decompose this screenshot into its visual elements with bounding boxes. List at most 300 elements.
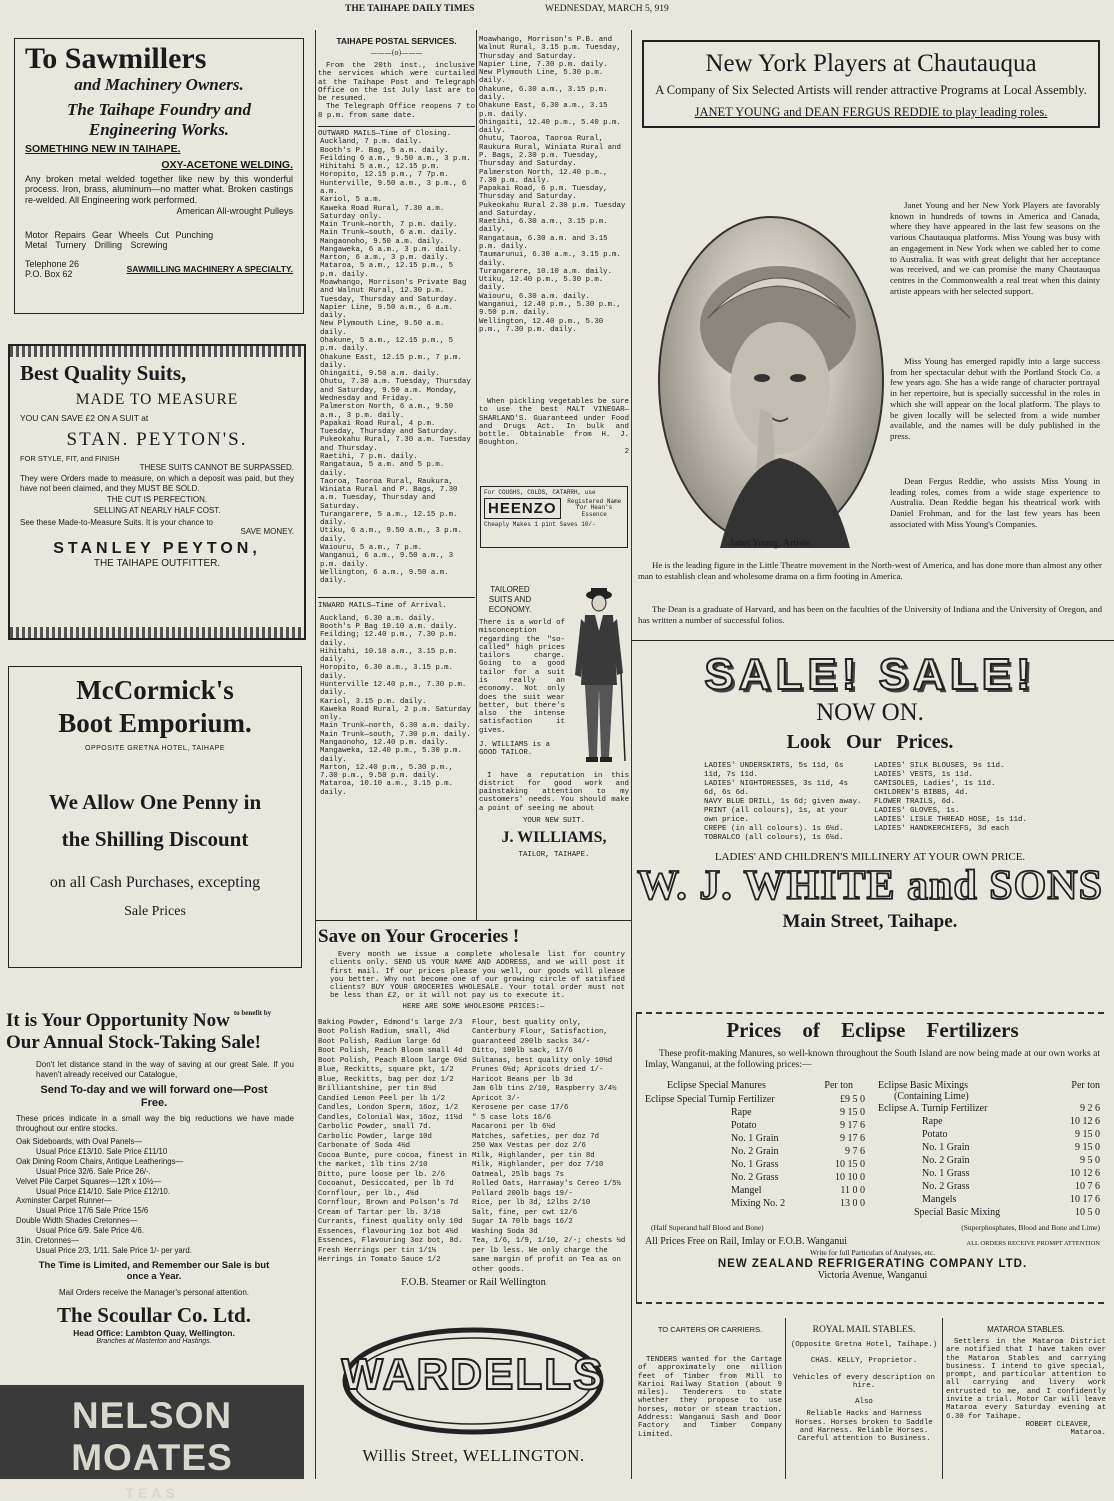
mail-entry: Hunterville, 9.50 a.m., 3 p.m., 6 a.m. [320,179,467,196]
inward-mails-heading: INWARD MAILS—Time of Arrival. [318,602,447,611]
scoullar-item: Oak Dining Room Chairs, Antique Leatherings— [16,1156,184,1166]
masthead [0,0,1114,20]
suits-bottom-border [10,627,304,638]
fertilizer-row: Mangel 11 0 0 [731,1184,865,1196]
sale-entry: LADIES' GLOVES, 1s. [874,807,960,815]
sale-entry: LADIES' NIGHTDRESSES, 3s 11d, 4s 6d, 6s 6d. [704,780,849,797]
royal-rest: Reliable Hacks and Harness Horses. Horses broken to Saddle and Harness. Reliable Horses. Careful attention to Business. [795,1410,933,1444]
royal-vehicles: Vehicles of every description on hire. [793,1373,935,1390]
foundry-po-box: P.O. Box 62 [25,268,73,279]
sale-entry: FLOWER TRAILS, 6d. [874,798,956,806]
price-entry: Boot Polish Radium, small, 4½d [318,1028,450,1037]
eclipse-note-left: (Half Superand half Blood and Bone) [651,1222,764,1232]
chautauqua-header-box [642,40,1100,128]
price-entry: Flour, best quality only, [472,1018,582,1027]
heenzo-registered: Registered Name for Hean's Essence [567,497,622,518]
groceries-fob: F.O.B. Steamer or Rail Wellington [401,1277,546,1289]
scoullar-item: Usual Price 32/6. Sale Price 26/-. [36,1166,151,1176]
fertilizer-row: Eclipse A. Turnip Fertilizer 9 2 6 [878,1102,1100,1114]
groceries-right-list [472,1019,627,1275]
chautauqua-article [634,30,1106,630]
price-entry: Blue, Reckitts, square pkt, 1/2 [318,1066,454,1075]
outward-mails-heading: OUTWARD MAILS—Time of Closing. [318,129,452,138]
scoullar-item: Usual Price £13/10. Sale Price £11/10 [36,1146,168,1156]
suits-orders: They were Orders made to measure, on which a deposit was paid, but they have not been claimed, and they MUST BE SOLD. [20,474,294,493]
mail-entry: Mangaweka, 6 a.m., 3 p.m. daily. [320,245,462,254]
chautauqua-subtitle: A Company of Six Selected Artists will render attractive Programs at Local Assembly. [655,83,1087,97]
scoullar-send: Send To-day and we will forward one—Post Free. [40,1084,268,1109]
mail-entry: Auckland, 7 p.m. daily. [320,138,423,147]
price-entry: Boot Polish, Peach Bloom small 4d [318,1047,463,1056]
price-entry: Tea, 1/6, 1/9, 1/10, 2/-; chests ½d per lb less. We only charge the same margin of profit on Tea as on other goods. [472,1237,626,1274]
mail-entry: Raetihi, 7 p.m. daily. [320,452,418,461]
price-entry: Baking Powder, Edmond's large 2/3 [318,1018,463,1027]
mail-entry: Main Trunk—north, 7 p.m. daily. [320,221,458,230]
wardells-address: Willis Street, WELLINGTON. [362,1446,585,1465]
mail-entry: Feilding 6 a.m., 9.50 a.m., 3 p.m. [320,154,471,163]
mail-entry: Taoroa, Taoroa Rural, Raukura, Winiata Rural and P. Bags, 7.30 a.m. Tuesday, Thursday and Saturday. [320,477,458,511]
portrait-caption: Janet Young, Artiste. [729,538,813,549]
fertilizer-row: Rape 9 15 0 [731,1106,865,1118]
chautauqua-p2: Miss Young has emerged rapidly into a large success from her spectacular debut with the Portland Stock Co. a few years ago. She has a wide range of character portrayal in her repertoire, but is specially successful in the roles in which she will appear on the local platform. The plays to be given locally will be selected from a wide number available, and the names will be duly published in the press. [890,356,1100,442]
nelson-moates-teas: TEAS [125,1485,179,1501]
suits-cannot: THESE SUITS CANNOT BE SURPASSED. [139,463,294,472]
mail-entry: Horopito, 12.15 p.m., 7 7p.m. [320,171,449,180]
royal-heading: ROYAL MAIL STABLES. [812,1325,916,1335]
price-entry: Jam 6lb tins 2/10, Raspberry 3/4½ [472,1085,617,1094]
column-rule [785,1318,786,1479]
mail-entry: Taumarunui, 6.30 a.m., 3.15 p.m. daily. [479,251,621,268]
price-entry: Cornflour, Brown and Polson's 7d [318,1199,459,1208]
scoullar-item: Usual Price £14/10. Sale Price £12/10. [36,1186,170,1196]
sale-now-on: NOW ON. [816,699,924,726]
price-entry: Ditto, pure loose per lb. 2/6 [318,1170,445,1179]
price-entry: Currants, finest quality only 10d [318,1218,463,1227]
fertilizer-row: No. 1 Grain 9 15 0 [922,1141,1100,1153]
mataroa-advert [946,1322,1106,1479]
mail-entry: Marton, 12.40 p.m., 5.30 p.m., 7.30 p.m., 9.50 p.m. daily. [320,763,454,781]
fertilizer-row: No. 1 Grass 10 12 6 [922,1167,1100,1179]
suits-cut: THE CUT IS PERFECTION. [106,495,208,505]
eclipse-intro: These profit-making Manures, so well-known throughout the South Island are now being made at our own works at Imlay, Wanganui, at the following prices:— [645,1049,1100,1071]
mail-entry: Ohutu, 7.30 a.m. Tuesday, Thursday and Saturday, 9.50 a.m. Monday, Wednesday and Friday. [320,378,471,403]
sale-entry: LADIES' LISLE THREAD HOSE, 1s 11d. [874,816,1028,824]
eclipse-company: NEW ZEALAND REFRIGERATING COMPANY LTD. [717,1257,1028,1270]
mail-entry: Ohakune, 6.30 a.m., 3.15 p.m. daily. [479,85,608,102]
mail-entry: Rangataua, 6.30 a.m. and 3.15 p.m. daily. [479,234,608,252]
groceries-left-list [318,1019,468,1275]
scoullar-item: 31in. Cretonnes— [16,1236,79,1246]
mail-entry: Booth's P. Bag, 5 a.m. daily. [320,146,449,155]
scoullar-these: These prices indicate in a small way the big reductions we have made throughout our entire stocks. [16,1114,294,1134]
mail-entry: Pukeokahu Rural, 7.30 a.m. Tuesday and Thursday. [320,436,471,453]
price-entry: Canterbury Flour, Satisfaction, guaranteed 200lb sacks 34/- [472,1028,608,1046]
column-rule [315,30,316,1479]
williams-address: TAILOR, TAIHAPE. [518,851,590,860]
mail-entry: Wanganui, 6 a.m., 9.50 a.m., 3 p.m. daily. [320,552,454,569]
royal-also: Also [855,1398,873,1407]
foundry-something-new: SOMETHING NEW IN TAIHAPE. [25,142,181,155]
price-entry: Sultanas, best quality only 10½d [472,1056,613,1065]
postal-telegraph: The Telegraph Office reopens 7 to 8 p.m. from same date. [318,103,475,120]
mail-entry: Hihitahi 5 a.m., 12.15 p.m. [320,163,440,172]
foundry-welding: OXY-ACETONE WELDING. [161,158,293,171]
newspaper-title: THE TAIHAPE DAILY TIMES [345,4,475,14]
mail-entry: Raetihi, 6.30 a.m., 3.15 p.m. daily. [479,218,608,235]
mail-entry: Pukeokahu Rural 2.30 p.m. Tuesday and Saturday. [479,201,626,218]
scoullar-title-1: It is Your Opportunity Now [6,1010,230,1031]
price-entry: Macaroni per lb 6½d [472,1123,556,1132]
mail-entry: Palmerston North, 6 a.m., 9.50 a.m., 3 p.m. daily. [320,403,454,420]
scoullar-item: Axminster Carpet Runner— [16,1196,112,1206]
mccormick-title: McCormick's [76,675,234,705]
sale-entry: LADIES' UNDERSKIRTS, 5s 11d, 6s 11d, 7s 11d. [704,762,844,779]
eclipse-special-table [645,1080,865,1219]
section-rule [632,640,1114,641]
column-rule [631,30,632,1479]
mataroa-place: Mataroa. [1070,1429,1106,1438]
mail-entry: Horopito, 6.30 a.m., 3.15 p.m. daily. [320,664,454,681]
postal-title: TAIHAPE POSTAL SERVICES. [336,36,457,46]
nelson-moates-name: NELSON MOATES [71,1395,233,1478]
royal-mail-advert [789,1322,939,1479]
scoullar-item: Velvet Pile Carpet Squares—12ft x 10½— [16,1176,162,1186]
mail-entry: Moawhango, Morrison's P.B. and Walnut Rural, 3.15 p.m. Tuesday, Thursday and Saturday. [479,36,621,61]
mail-entry: Ohakune East, 6.30 a.m., 3.15 p.m. daily. [479,102,608,119]
price-entry: Sugar IA 70lb bags 16/2 [472,1218,573,1227]
nelson-moates-advert [0,1385,304,1501]
foundry-body: Any broken metal welded together like new by this wonderful process. Iron, brass, aluminum—no matter what. Broken castings re-welded. All Engineering work performed. [25,173,293,206]
sale-list-left [704,762,864,843]
groceries-title: Save on Your Groceries ! [318,926,520,947]
scoullar-item: Usual Price 17/6 Sale Price 15/6 [36,1206,149,1216]
suits-made-to-measure: MADE TO MEASURE [75,391,239,408]
eclipse-free-on-rail: All Prices Free on Rail, Imlay or F.O.B. Wanganui [645,1235,848,1247]
scoullar-item: Usual Price 6/9. Sale Price 4/6. [36,1226,144,1236]
foundry-services-row2: Metal Turnery Drilling Screwing [25,239,168,250]
williams-body: There is a world of misconception regarding the "so-called" high prices tailors charge. Going to a good tailor for a suit is really an economy. Not only does the suit wear better, but there's also the intense satisfaction it gives. [479,619,565,735]
sale-entry: TOBRALCO (all colours), 1s 6½d. [704,834,844,842]
price-entry: " 5 case lots 16/6 [472,1113,551,1122]
mail-entry: Kariol, 3.15 p.m. daily. [320,697,427,706]
sale-entry: LADIES' SILK BLOUSES, 9s 11d. [874,762,1005,770]
mccormick-address: OPPOSITE GRETNA HOTEL, TAIHAPE [85,745,225,752]
chautauqua-p4: He is the leading figure in the Little Theatre movement in the North-west of America, and has done more than almost any other man to establish clean and wholesome drama on a firm footing in America. [638,560,1102,581]
fertilizer-row: No. 2 Grass 10 10 0 [731,1171,865,1183]
price-entry: Matches, safeties, per doz 7d [472,1132,599,1141]
mail-entry: Kariol, 5 a.m. [320,196,383,205]
scoullar-item: Oak Sideboards, with Oval Panels— [16,1136,143,1146]
price-entry: Haricot Beans per lb 3d [472,1075,573,1084]
scoullar-items [16,1137,294,1257]
pickling-notice [479,398,629,464]
price-entry: Rolled Oats, Harraway's Cereo 1/5½ [472,1180,621,1189]
chautauqua-title: New York Players at Chautauqua [705,50,1037,77]
scoullar-title-2: Our Annual Stock-Taking Sale! [6,1032,262,1053]
mail-entry: Turangarere, 10.10 a.m. daily. [479,267,613,276]
section-rule [316,920,631,921]
williams-reputation: I have a reputation in this district for good work and painstaking attention to my customers' needs. You should make a point of seeing me about [479,771,629,813]
price-entry: Prunes 6½d; Apricots dried 1/- [472,1066,604,1075]
sale-list-right [874,762,1044,843]
price-entry: Blue, Reckitts, bag per doz 1/2 [318,1075,454,1084]
postal-services: TAIHAPE POSTAL SERVICES. ———(o)——— From the 20th inst., inclusive the services which were curtailed at the Taihape Post and Telegraph Office on the 1st July last are to be resumed. The Telegraph Office reopens 7 to 8 p.m. from same date. OUTWARD MAILS—Time of Closing. Auckland, 7 p.m. daily. Booth's P. Bag, 5 a.m. daily. Feilding 6 a.m., 9.50 a.m., 3 p.m. Hihitahi 5 a.m., 12.15 p.m. Horopito, 12.15 p.m., 7 7p.m. Hunterville, 9.50 a.m., 3 p.m., 6 a.m. Kariol, 5 a.m. Kaweka Road Rural, 7.30 a.m. Saturday only. Main Trunk—north, 7 p.m. daily. Main Trunk—south, 6 a.m. daily. Mangaonoho, 9.50 a.m. daily. Mangaweka, 6 a.m., 3 p.m. daily. Marton, 6 a.m., 3 p.m. daily. Mataroa, 5 a.m., 12.15 p.m., 5 p.m. daily. Moawhango, Morrison's Private Bag and Walnut Rural, 12.30 p.m. Tuesday, Thursday and Saturday. Napier Line, 9.50 a.m., 6 a.m. daily. New Plymouth Line, 9.50 a.m. daily. Ohakune, 5 a.m., 12.15 p.m., 5 p.m. daily. Ohakune East, 12.15 p.m., 7 p.m. daily. Ohingaiti, 9.50 a.m. daily. Ohutu, 7.30 a.m. Tuesday, Thursday and Saturday, 9.50 a.m. Monday, Wednesday and Friday. Palmerston North, 6 a.m., 9.50 a.m., 3 p.m. daily. Papakai Road Rural, 4 p.m. Tuesday, Thursday and Saturday. Pukeokahu Rural, 7.30 a.m. Tuesday and Thursday. Raetihi, 7 p.m. daily. Rangataua, 5 a.m. and 5 p.m. daily. Taoroa, Taoroa Rural, Raukura, Winiata Rural and P. Bags, 7.30 a.m. Tuesday, Thursday and Saturday. Turangarere, 5 a.m., 12.15 p.m. daily. Utiku, 6 a.m., 9.50 a.m., 3 p.m. daily. Waiouru, 5 a.m., 7 p.m. Wanganui, 6 a.m., 9.50 a.m., 3 p.m. daily. Wellington, 6 a.m., 9.50 a.m. daily. INWARD MAILS—Time of Arrival. Auckland, 6.30 a.m. daily. Booth's P Bag 10.10 a.m. daily. Feilding; 12.40 p.m., 7.30 p.m. daily. Hihitahi, 10.10 a.m., 3.15 p.m. daily. Horopito, 6.30 a.m., 3.15 p.m. daily. Hunterville 12.40 p.m., 7.30 p.m. daily. Kariol, 3.15 p.m. daily. Kaweka Road Rural, 2 p.m. Saturday only. Main Trunk—north, 6.30 a.m. daily. Main Trunk—south, 7.30 p.m. daily. Mangaonoho, 12.40 p.m. daily. Mangaweka, 12.40 p.m., 5.30 p.m. daily. Marton, 12.40 p.m., 5.30 p.m., 7.30 p.m., 9.50 p.m. daily. Mataroa, 10.10 a.m., 3.15 p.m. daily. [318,36,475,797]
mail-entry: Rangataua, 5 a.m. and 5 p.m. daily. [320,461,445,478]
inward-mails-list [318,615,475,797]
mail-entry: Hihitahi, 10.10 a.m., 3.15 p.m. daily. [320,647,458,665]
tailor-figure [571,585,627,775]
sale-entry: CREPE (in all colours). 1s 6½d. [704,825,844,833]
foundry-phone: Telephone 26 [25,258,80,269]
price-entry: Boot Polish, Peach Bloom large 6½d [318,1056,467,1065]
table-heading: Per ton [1071,1079,1100,1091]
mail-entry: Napier Line, 7.30 p.m. daily. [479,60,608,69]
suits-advert [8,344,306,640]
mccormick-discount-2: the Shilling Discount [61,827,249,851]
carters-advert [638,1322,782,1479]
pickling-number: 2 [624,447,629,456]
eclipse-note-right: (Superphosphates, Blood and Bone and Lime) [961,1222,1100,1232]
price-entry: Kerosene per case 17/6 [472,1104,569,1113]
mail-entry: Booth's P Bag 10.10 a.m. daily. [320,623,458,631]
suits-see: See these Made-to-Measure Suits. It is your chance to [20,518,213,528]
fertilizer-row: No. 1 Grain 9 17 6 [731,1132,865,1144]
column-rule [476,30,477,920]
scoullar-limited: The Time is Limited, and Remember our Sale is but once a Year. [38,1260,270,1283]
price-entry: Pollard 200lb bags 19/- [472,1189,573,1198]
sale-entry: LADIES' HANDKERCHIEFS, 3d each [874,825,1010,833]
fertilizer-row: Potato 9 17 6 [731,1119,865,1131]
williams-good: J. WILLIAMS is a GOOD TAILOR. [479,740,550,758]
mail-entry: Ohingaiti, 9.50 a.m. daily. [320,370,440,379]
scoullar-intro: Don't let distance stand in the way of saving at our great Sale. If you haven't already received our Catalogue, [36,1060,294,1079]
price-entry: Cream of Tartar per lb. 3/10 [318,1208,441,1217]
groceries-here: HERE ARE SOME WHOLESOME PRICES:— [402,1002,545,1011]
table-subheading: (Containing Lime) [894,1090,969,1102]
mail-entry: Marton, 6 a.m., 3 p.m. daily. [320,254,449,263]
sale-banner: SALE! SALE! [704,650,1036,699]
eclipse-orders: ALL ORDERS RECEIVE PROMPT ATTENTION [966,1239,1100,1247]
price-entry: Apricot 3/- [472,1094,521,1103]
groceries-intro: Every month we issue a complete wholesale list for country clients only. SEND US YOUR NAME AND ADDRESS, and we will post it first mail. If our prices please you well, our goods will please you better. Why not become one of our growing circle of satisfied clients? BUY YOUR GROCERIES WHOLESALE. Your total order must not be less than £2, or it will not pay us to execute it. [330,951,625,1001]
mail-entry: Hunterville 12.40 p.m., 7.30 p.m. daily. [320,680,467,698]
mail-entry: Main Trunk—south, 6 a.m. daily. [320,229,458,238]
mail-entry: Papakai Road, 6 p.m. Tuesday, Thursday and Saturday. [479,185,608,202]
issue-date: WEDNESDAY, MARCH 5, 919 [545,4,669,14]
white-sons-name: W. J. WHITE and SONS [637,863,1103,909]
heenzo-advert [480,486,628,548]
mail-entry: Wellington, 6 a.m., 9.50 a.m. daily. [320,568,449,586]
suits-top-border [10,346,304,357]
price-entry: Brilliantshine, per tin 8½d [318,1085,437,1094]
price-entry: Milk, Highlander, per tin 8d [472,1151,595,1160]
sale-entry: LADIES' VESTS, 1s 11d. [874,771,974,779]
mail-entry: Napier Line, 9.50 a.m., 6 a.m. daily. [320,303,454,321]
foundry-sub1: and Machinery Owners. [74,74,244,94]
scoullar-mail: Mail Orders receive the Manager's personal attention. [58,1288,250,1298]
suits-stan-peyton: STAN. PEYTON'S. [66,429,248,450]
fertilizer-row: Rape 10 12 6 [922,1115,1100,1127]
price-entry: Carbolic Powder, small 7d. [318,1123,432,1132]
table-heading: Eclipse Basic Mixings [878,1079,968,1091]
mail-entry: Mangaonoho, 12.40 p.m. daily. [320,738,449,747]
price-entry: Fresh Herrings per tin 1/1½ [318,1246,437,1255]
fertilizer-row: No. 2 Grass 10 7 6 [922,1180,1100,1192]
scoullar-name: The Scoullar Co. Ltd. [57,1303,251,1328]
price-entry: Ditto, 100lb sack, 17/6 [472,1047,573,1056]
mail-entry: Waiouru, 5 a.m., 7 p.m. [320,544,423,553]
sale-entry: CHILDREN'S BIBBS, 4d. [874,789,969,797]
chautauqua-p3: Dean Fergus Reddie, who assists Miss Young in leading roles, comes from a wide stage experience to Australia. Dean Reddie began his theatrical work with Daniel Frohman, and for the last few years has been associated with Miss Young's Companies. [890,476,1100,529]
pickling-text: When pickling vegetables be sure to use the best MALT VINEGAR—SHARLAND'S. Guaranteed under Food and Drugs Act. In bulk and bottle. Obtainable from H. J. Boughton. [479,398,629,448]
fertilizer-row: No. 1 Grass 10 15 0 [731,1158,865,1170]
fertilizer-row: No. 2 Grain 9 5 0 [922,1154,1100,1166]
price-entry: Herrings in Tomato Sauce 1/2 [318,1256,441,1265]
mccormick-discount-4: Sale Prices [124,904,186,919]
foundry-headline: To Sawmillers [25,42,207,75]
price-entry: Candied Lemon Peel per lb 1/2 [318,1094,445,1103]
foundry-advert [14,38,304,314]
carters-body: TENDERS wanted for the Cartage of approximately one million feet of Timber from Mill to Karioi Railway Station (about 9 miles). Tenderers to state whether they propose to use horses, motor or steam traction. Address: Wanganui Sash and Door Factory and Timber Company Limited. [638,1356,782,1439]
eclipse-address: Victoria Avenue, Wanganui [817,1269,928,1281]
royal-opposite: (Opposite Gretna Hotel, Taihape.) [790,1341,938,1349]
sale-millinery: LADIES' AND CHILDREN'S MILLINERY AT YOUR OWN PRICE. [714,851,1026,863]
table-heading: Eclipse Special Manures [667,1079,766,1091]
eclipse-advert [636,1012,1104,1304]
mail-entry: Main Trunk—north, 6.30 a.m. daily. [320,722,471,731]
mccormick-discount-3: on all Cash Purchases, excepting [49,874,261,891]
mccormick-discount-1: We Allow One Penny in [48,790,262,814]
mail-entry: Wellington, 12.40 p.m., 5.30 p.m., 7.30 p.m. daily. [479,317,604,334]
sale-entry: NAVY BLUE DRILL, 1s 6d; given away. [704,798,862,806]
foundry-sub3: Engineering Works. [88,119,230,139]
suits-selling: SELLING AT NEARLY HALF COST. [93,506,221,516]
mail-entry: Wanganui, 12.40 p.m., 5.30 p.m., 9.50 p.m. daily. [479,301,621,318]
mail-entry: Ohakune, 5 a.m., 12.15 p.m., 5 p.m. daily. [320,337,454,354]
fertilizer-row: No. 2 Grain 9 7 6 [731,1145,865,1157]
price-entry: Essences, flavouring 1oz bot 4½d [318,1227,459,1236]
price-entry: Milk, Highlander, per doz 7/10 [472,1161,604,1170]
mail-entry: Moawhango, Morrison's Private Bag and Walnut Rural, 12.30 p.m. Tuesday, Thursday and Saturday. [320,279,467,304]
foundry-services-row1: Motor Repairs Gear Wheels Cut Punching [25,229,214,240]
price-entry: Oatmeal, 25lb bags 7s [472,1170,564,1179]
suits-save-money: SAVE MONEY. [240,527,294,537]
mail-entry: Turangarere, 5 a.m., 12.15 p.m. daily. [320,510,458,528]
mail-entry: Utiku, 6 a.m., 9.50 a.m., 3 p.m. daily. [320,527,462,544]
mail-entry: Mangaweka, 12.40 p.m., 5.30 p.m. daily. [320,747,462,764]
price-entry: Cornflour, per lb., 4½d [318,1189,419,1198]
williams-headline: TAILORED SUITS AND ECONOMY. [488,585,532,614]
chautauqua-p5: The Dean is a graduate of Harvard, and has been on the faculties of the University of Indiana and the University of Oregon, and has written a number of successful folios. [638,604,1102,625]
mail-entry: Ohutu, Taoroa, Taoroa Rural, Raukura Rural, Winiata Rural and P. Bags, 2.30 p.m. Tuesday, Thursday and Saturday. [479,135,621,169]
mail-entry: New Plymouth Line, 9.50 a.m. daily. [320,320,445,337]
eclipse-title: Prices of Eclipse Fertilizers [726,1018,1019,1042]
price-entry: Rice, per lb 3d, 12lbs 2/10 [472,1199,591,1208]
mataroa-name: ROBERT CLEAVER, [1025,1420,1092,1429]
mail-entry: Papakai Road Rural, 4 p.m. Tuesday, Thursday and Saturday. [320,419,458,437]
eclipse-write: Write for full Particulars of Analyses, etc. [809,1247,936,1257]
postal-continued [479,36,629,376]
scoullar-branches: Branches at Masterton and Hastings. [96,1338,212,1346]
suits-stanley-peyton: STANLEY PEYTON, [53,540,261,558]
price-entry: Candles, London Sperm, 16oz, 1/2 [318,1104,459,1113]
sale-entry: CAMISOLES, Ladies', 1s 11d. [874,780,996,788]
sale-entry: PRINT (all colours), 1s, at your own price. [704,807,849,824]
scoullar-advert [6,1010,302,1375]
chautauqua-p1: Janet Young and her New York Players are favorably known in hundreds of towns in America and Canada, where they have appeared in the last few seasons on the various Chautauqua platforms. Miss Young was busy with an engagement in New York when we cabled her to come to Australia. It was with great delight that her acceptance was received, and we can promise the many Chautauqua centres in the Commonwealth a real treat when this dainty artiste appears with her selected support. [890,200,1100,296]
mail-entry: Ohakune East, 12.15 p.m., 7 p.m. daily. [320,353,462,370]
white-sons-address: Main Street, Taihape. [782,911,958,933]
fertilizer-row: Special Basic Mixing 10 5 0 [914,1206,1100,1218]
williams-your-suit: YOUR NEW SUIT. [522,816,586,825]
mccormick-boot-emporium: Boot Emporium. [58,708,252,738]
williams-name: J. WILLIAMS, [501,829,607,847]
fertilizer-row: Potato 9 15 0 [922,1128,1100,1140]
mail-entry: Ohingaiti, 12.40 p.m., 5.40 p.m. daily. [479,118,621,136]
suits-style: FOR STYLE, FIT, and FINISH [20,454,120,463]
white-sons-advert [634,650,1106,988]
mail-entry: Kaweka Road Rural, 2 p.m. Saturday only. [320,705,471,723]
scoullar-title-benefit: to benefit by [233,1009,272,1017]
wardells-name: WARDELLS [341,1350,605,1399]
price-entry: 250 Wax Vestas per doz 2/6 [472,1142,586,1151]
suits-save: YOU CAN SAVE £2 ON A SUIT at [20,413,149,423]
table-heading: Per ton [824,1079,853,1091]
mail-entry: Mataroa, 5 a.m., 12.15 p.m., 5 p.m. daily. [320,262,454,279]
price-entry: Carbonate of Soda 4½d [318,1142,410,1151]
heenzo-bottom: Cheaply Makes 1 pint Saves 10/- [484,521,596,528]
heenzo-top: For COUGHS, COLDS, CATARRH, use [484,489,596,496]
mail-entry: Waiouru, 6.30 a.m. daily. [479,292,590,301]
mataroa-heading: MATAROA STABLES. [987,1325,1065,1334]
mail-entry: Main Trunk—south, 7.30 p.m. daily. [320,730,471,739]
price-entry: Essences, Flavouring 3oz bot, 8d. [318,1237,463,1246]
mail-entry: Palmerston North, 12.40 p.m., 7.30 p.m. daily. [479,168,608,185]
foundry-pulleys: American All-wrought Pulleys [176,205,293,216]
eclipse-basic-table [878,1080,1100,1219]
wardells-advert [318,1322,629,1479]
mail-entry: Kaweka Road Rural, 7.30 a.m. Saturday only. [320,204,445,221]
carters-heading: TO CARTERS OR CARRIERS. [657,1325,763,1334]
williams-advert [479,585,629,903]
mail-entry: Mangaonoho, 9.50 a.m. daily. [320,237,445,246]
suits-title: Best Quality Suits, [20,361,187,385]
price-entry: Cocoa Bunte, pure cocoa, finest in the market, 1lb tins 2/10 [318,1151,467,1170]
royal-proprietor: CHAS. KELLY, Proprietor. [810,1357,918,1366]
price-entry: Cocoanut, Desiccated, per lb 7d [318,1180,454,1189]
price-entry: Carbolic Powder, large 10d [318,1132,432,1141]
scoullar-item: Double Width Shades Cretonnes— [16,1216,138,1226]
fertilizer-row: Mangels 10 17 6 [922,1193,1100,1205]
mail-entry: Mataroa, 10.10 a.m., 3.15 p.m. daily. [320,780,454,797]
price-entry: Salt, fine, per cwt 12/6 [472,1208,578,1217]
sale-look-prices: Look Our Prices. [786,731,954,753]
price-entry: Boot Polish, Radium large 6d [318,1037,441,1046]
mail-entry: New Plymouth Line, 5.30 p.m. daily. [479,69,604,86]
foundry-sub2: The Taihape Foundry and [66,99,252,119]
postal-intro: From the 20th inst., inclusive the services which were curtailed at the Taihape Post and Telegraph Office on the 1st July last are to be resumed. [318,62,475,104]
price-entry: Washing Soda 3d [472,1227,538,1236]
fertilizer-row: Mixing No. 2 13 0 0 [731,1197,865,1209]
suits-outfitter: THE TAIHAPE OUTFITTER. [93,558,221,570]
mataroa-body: Settlers in the Mataroa District are notified that I have taken over the Mataroa Stables and carrying business. I intend to give special, prompt, and particular attention to all carrying and livery work entrusted to me, and I confidently invite a trial. Motor Car will leave Mataroa every Saturday evening at 6.30 for Taihape. [946,1338,1106,1421]
chautauqua-lead: JANET YOUNG and DEAN FERGUS REDDIE to play leading roles. [694,104,1048,119]
scoullar-item: Usual Price 2/3, 1/11. Sale Price 1/- per yard. [36,1246,192,1256]
fertilizer-row: Eclipse Special Turnip Fertilizer £9 5 0 [645,1093,865,1105]
mccormick-advert [8,666,302,968]
column-rule [942,1318,943,1479]
mail-entry: Utiku, 12.40 p.m., 5.30 p.m. daily. [479,276,604,293]
